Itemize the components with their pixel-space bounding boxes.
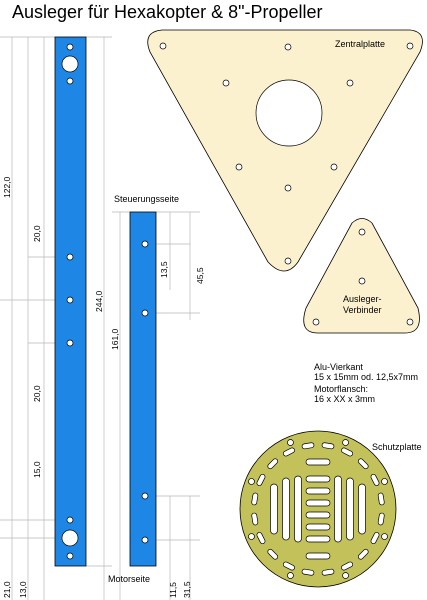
diagram-title: Ausleger für Hexakopter & 8"-Propeller bbox=[12, 2, 323, 22]
label-alu-1: Alu-Vierkant bbox=[314, 362, 363, 372]
label-verbinder: Verbinder bbox=[343, 305, 382, 315]
label-steuerungsseite: Steuerungsseite bbox=[114, 194, 180, 204]
dim-13: 13,0 bbox=[18, 581, 28, 598]
arm-connector-outline bbox=[304, 219, 420, 334]
shield-slot bbox=[306, 476, 330, 482]
shield-hole bbox=[287, 439, 293, 445]
shield-slot bbox=[306, 553, 330, 559]
mount-hole bbox=[67, 297, 73, 303]
central-plate-outline bbox=[148, 30, 423, 271]
dim-244: 244,0 bbox=[94, 290, 104, 312]
arm-connector-plate bbox=[304, 219, 420, 334]
protection-plate-outline bbox=[240, 431, 396, 587]
dim-161: 161,0 bbox=[110, 328, 120, 350]
mount-hole bbox=[142, 241, 148, 247]
mount-hole bbox=[142, 493, 148, 499]
shield-hole bbox=[343, 573, 349, 579]
shield-slot bbox=[306, 524, 330, 530]
shield-slot bbox=[335, 476, 342, 542]
label-motorflansch-1: Motorflansch: bbox=[314, 384, 369, 394]
label-motorflansch-2: 16 x XX x 3mm bbox=[314, 394, 376, 404]
label-ausleger: Ausleger- bbox=[343, 294, 382, 304]
dim-20-lower: 20,0 bbox=[32, 385, 42, 402]
dim-21: 21,0 bbox=[2, 581, 12, 598]
dim-31-5: 31,5 bbox=[182, 581, 192, 598]
label-motorseite: Motorseite bbox=[108, 574, 151, 584]
dim-11-5: 11,5 bbox=[168, 582, 178, 598]
label-alu-2: 15 x 15mm od. 12,5x7mm bbox=[314, 372, 419, 382]
mount-hole bbox=[67, 44, 73, 50]
dim-45-5: 45,5 bbox=[195, 267, 205, 284]
protection-plate bbox=[240, 431, 396, 587]
mount-hole bbox=[67, 553, 73, 559]
shield-hole bbox=[248, 534, 254, 540]
dim-13-5: 13,5 bbox=[159, 261, 169, 278]
shield-slot bbox=[295, 476, 302, 542]
short-arm bbox=[130, 212, 156, 566]
mount-hole bbox=[67, 254, 73, 260]
mount-hole bbox=[142, 310, 148, 316]
shield-slot bbox=[359, 484, 366, 534]
label-schutzplatte: Schutzplatte bbox=[372, 442, 422, 452]
shield-slot bbox=[306, 512, 330, 518]
shield-hole bbox=[248, 478, 254, 484]
dim-15: 15,0 bbox=[32, 461, 42, 478]
shield-hole bbox=[287, 573, 293, 579]
shield-slot bbox=[347, 478, 354, 540]
mount-hole bbox=[67, 517, 73, 523]
label-zentralplatte: Zentralplatte bbox=[335, 39, 386, 49]
short-arm-bar bbox=[130, 212, 156, 566]
mount-hole bbox=[67, 340, 73, 346]
shield-slot bbox=[306, 536, 330, 542]
long-arm bbox=[55, 37, 86, 566]
shield-hole bbox=[382, 478, 388, 484]
shield-hole bbox=[382, 534, 388, 540]
mount-hole-large bbox=[62, 530, 78, 546]
shield-hole bbox=[343, 439, 349, 445]
mount-hole bbox=[142, 537, 148, 543]
shield-slot bbox=[306, 488, 330, 494]
shield-slot bbox=[271, 484, 278, 534]
shield-slot bbox=[306, 459, 330, 465]
shield-slot bbox=[306, 500, 330, 506]
mount-hole-large bbox=[62, 56, 78, 72]
dim-122: 122,0 bbox=[2, 176, 12, 198]
shield-slot bbox=[283, 478, 290, 540]
center-hole bbox=[256, 80, 322, 146]
central-plate bbox=[148, 30, 423, 271]
dim-20-upper: 20,0 bbox=[32, 225, 42, 242]
mount-hole bbox=[67, 78, 73, 84]
